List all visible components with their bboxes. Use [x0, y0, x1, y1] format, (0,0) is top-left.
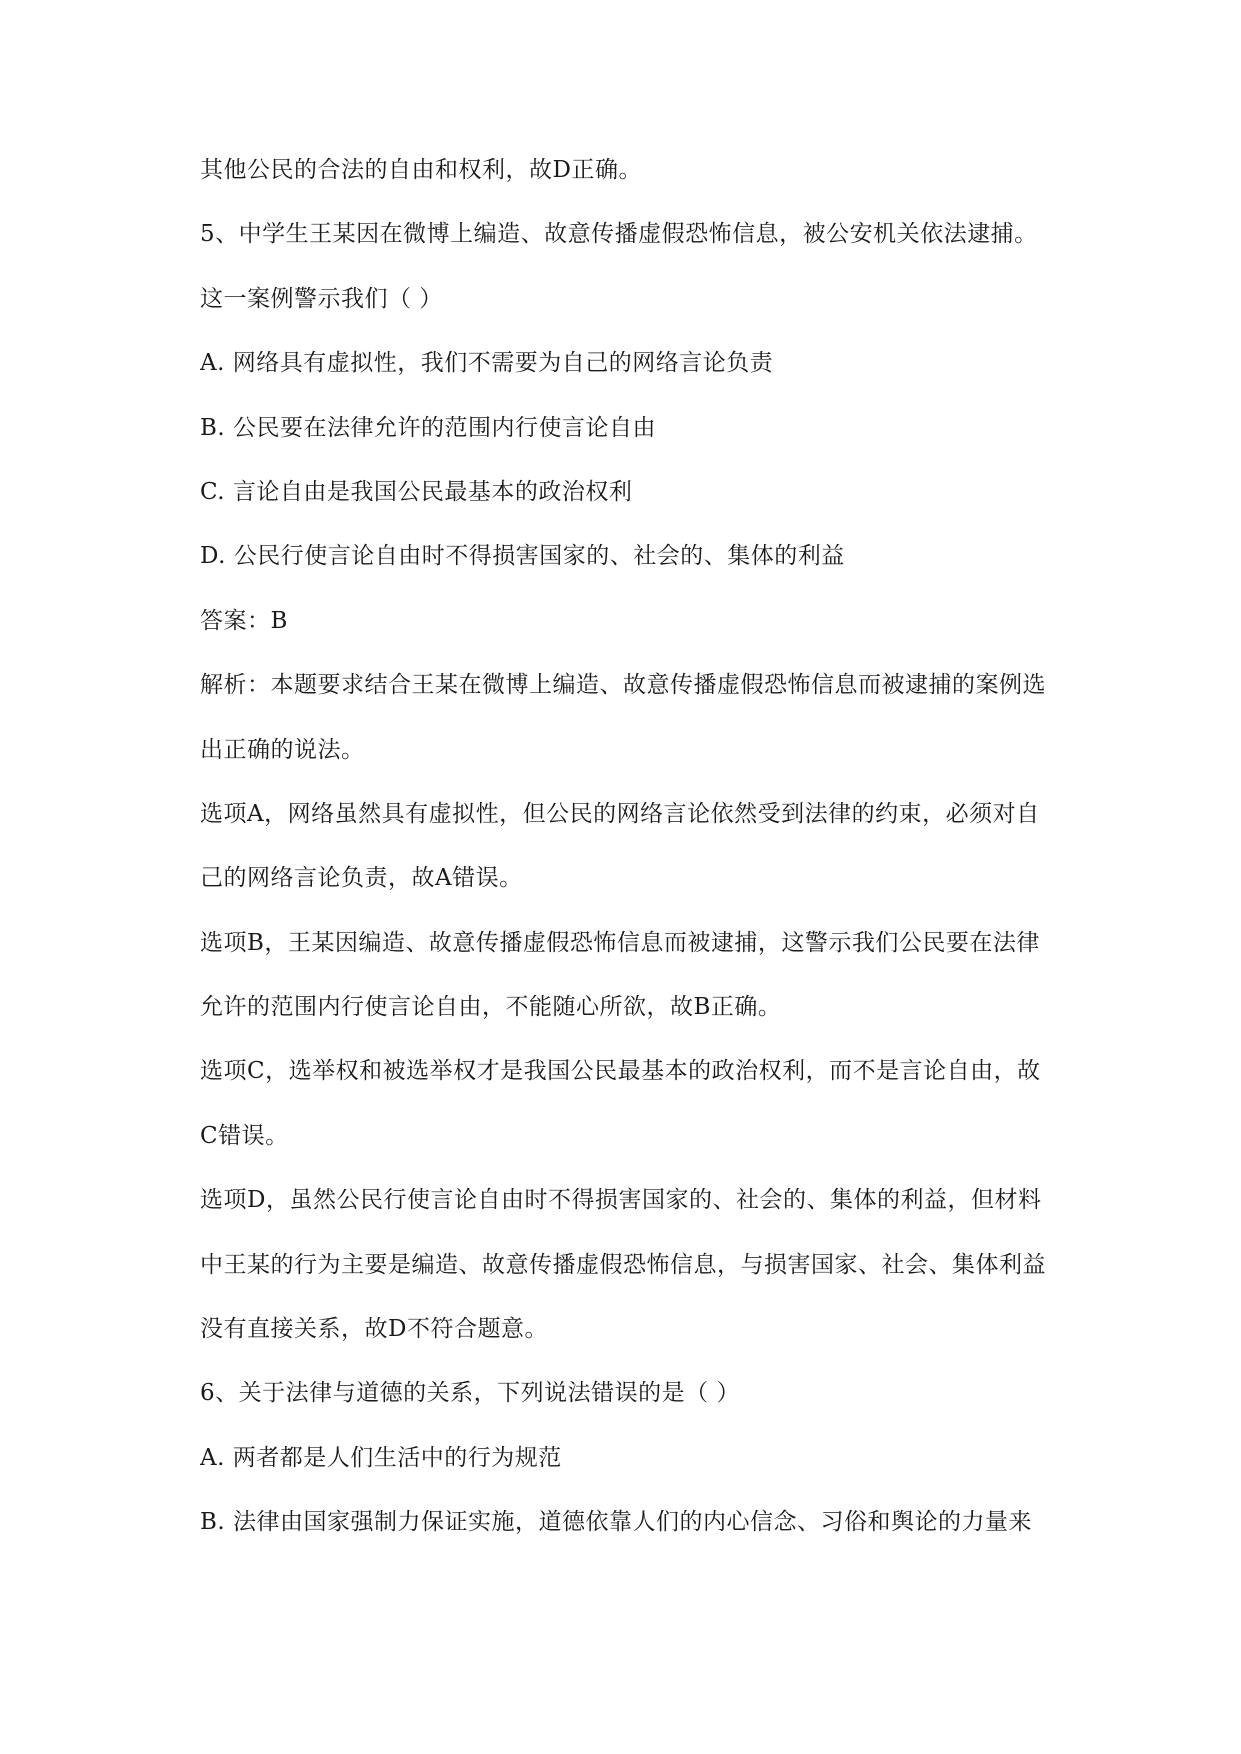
question-5-analysis: 解析：本题要求结合王某在微博上编造、故意传播虚假恐怖信息而被逮捕的案例选: [200, 672, 1046, 699]
question-5-option-a: A. 网络具有虚拟性，我们不需要为自己的网络言论负责: [200, 350, 774, 377]
question-5-analysis: 出正确的说法。: [200, 736, 365, 763]
question-5-analysis-c: C错误。: [200, 1122, 289, 1149]
question-5-analysis-d: 中王某的行为主要是编造、故意传播虚假恐怖信息，与损害国家、社会、集体利益: [200, 1251, 1046, 1278]
question-6-option-a: A. 两者都是人们生活中的行为规范: [200, 1444, 562, 1471]
document-body: [200, 138, 1100, 1555]
question-5-stem-continued: 这一案例警示我们（ ）: [200, 285, 443, 312]
text-line: 其他公民的合法的自由和权利，故D正确。: [200, 157, 642, 183]
question-5-analysis-b: 允许的范围内行使言论自由，不能随心所欲，故B正确。: [200, 994, 782, 1021]
question-6-option-b: B. 法律由国家强制力保证实施，道德依靠人们的内心信念、习俗和舆论的力量来: [200, 1509, 1033, 1536]
question-5-option-d: D. 公民行使言论自由时不得损害国家的、社会的、集体的利益: [200, 543, 845, 570]
question-5-answer: 答案：B: [200, 607, 288, 634]
question-5-analysis-c: 选项C，选举权和被选举权才是我国公民最基本的政治权利，而不是言论自由，故: [200, 1058, 1041, 1085]
question-5-analysis-d: 没有直接关系，故D不符合题意。: [200, 1316, 548, 1343]
question-5-analysis-a: 选项A，网络虽然具有虚拟性，但公民的网络言论依然受到法律的约束，必须对自: [200, 800, 1040, 827]
question-5-analysis-b: 选项B，王某因编造、故意传播虚假恐怖信息而被逮捕，这警示我们公民要在法律: [200, 929, 1040, 956]
question-5-analysis-a: 己的网络言论负责，故A错误。: [200, 865, 523, 892]
question-5-option-c: C. 言论自由是我国公民最基本的政治权利: [200, 478, 633, 505]
question-5-stem: 5、中学生王某因在微博上编造、故意传播虚假恐怖信息，被公安机关依法逮捕。: [200, 221, 1038, 248]
question-5-option-b: B. 公民要在法律允许的范围内行使言论自由: [200, 414, 657, 441]
question-5-analysis-d: 选项D，虽然公民行使言论自由时不得损害国家的、社会的、集体的利益，但材料: [200, 1187, 1042, 1214]
question-6-stem: 6、关于法律与道德的关系，下列说法错误的是（ ）: [200, 1380, 740, 1407]
